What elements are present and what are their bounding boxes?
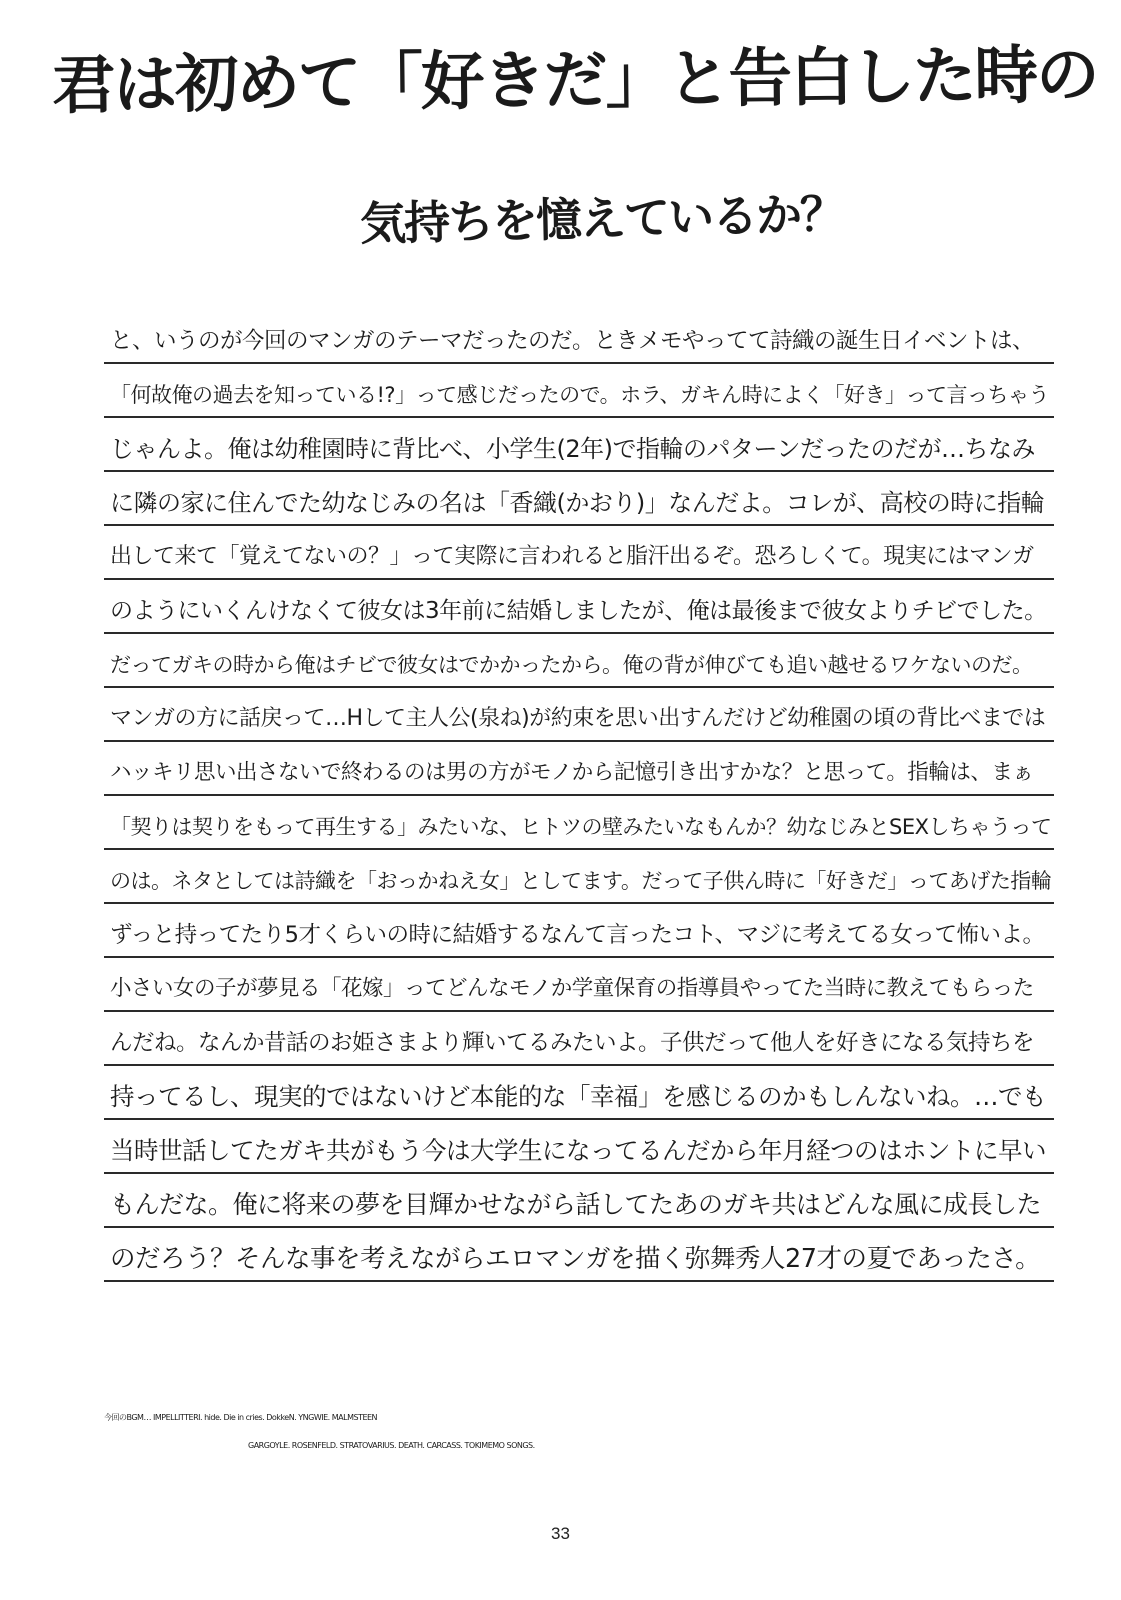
handwritten-body-text (104, 310, 1054, 1282)
text-line: 「何故俺の過去を知っている!?」って感じだったので。ホラ、ガキん時によく「好き」って言っちゃう (104, 364, 1054, 418)
bgm-line-1: 今回のBGM… IMPELLITTERI. hide. Die in cries. DokkeN. YNGWIE. MALMSTEEN (104, 1413, 378, 1422)
text-line: のだろう？そんな事を考えながらエロマンガを描く弥舞秀人27才の夏であったさ。 (104, 1228, 1054, 1282)
text-line: と、いうのが今回のマンガのテーマだったのだ。ときメモやってて詩織の誕生日イベントは、 (104, 310, 1054, 364)
text-line: のようにいくんけなくて彼女は3年前に結婚しましたが、俺は最後まで彼女よりチビでした。 (104, 580, 1054, 634)
text-line: 持ってるし、現実的ではないけど本能的な「幸福」を感じるのかもしんないね。…でも (104, 1066, 1054, 1120)
title-line-1: 君は初めて「好きだ」と告白した時の (51, 37, 1098, 123)
text-line: じゃんよ。俺は幼稚園時に背比べ、小学生(2年)で指輪のパターンだったのだが…ちなみ (104, 418, 1054, 472)
text-line: ハッキリ思い出さないで終わるのは男の方がモノから記憶引き出すかな？と思って。指輪は、まぁ (104, 742, 1054, 796)
title-line-2: 気持ちを憶えているか？ (359, 186, 845, 251)
text-line: ずっと持ってたり5才くらいの時に結婚するなんて言ったコト、マジに考えてる女って怖いよ。 (104, 904, 1054, 958)
text-line: もんだな。俺に将来の夢を目輝かせながら話してたあのガキ共はどんな風に成長した (104, 1174, 1054, 1228)
text-line: のは。ネタとしては詩織を「おっかねえ女」としてます。だって子供ん時に「好きだ」ってあげた指輪 (104, 850, 1054, 904)
text-line: マンガの方に話戻って…Hして主人公(泉ね)が約束を思い出すんだけど幼稚園の頃の背比べまでは (104, 688, 1054, 742)
text-line: 「契りは契りをもって再生する」みたいな、ヒトツの壁みたいなもんか？幼なじみとSEXしちゃうって (104, 796, 1054, 850)
text-line: に隣の家に住んでた幼なじみの名は「香織(かおり)」なんだよ。コレが、高校の時に指輪 (104, 472, 1054, 526)
bgm-line-2: GARGOYLE. ROSENFELD. STRATOVARIUS. DEATH. CARCASS. TOKIMEMO SONGS. (248, 1441, 535, 1450)
text-line: 当時世話してたガキ共がもう今は大学生になってるんだから年月経つのはホントに早い (104, 1120, 1054, 1174)
bgm-list (104, 1404, 1064, 1460)
text-line: 出して来て「覚えてないの？」って実際に言われると脂汗出るぞ。恐ろしくて。現実にはマンガ (104, 526, 1054, 580)
text-line: んだね。なんか昔話のお姫さまより輝いてるみたいよ。子供だって他人を好きになる気持ちを (104, 1012, 1054, 1066)
text-line: だってガキの時から俺はチビで彼女はでかかったから。俺の背が伸びても追い越せるワケないのだ。 (104, 634, 1054, 688)
page-number: 33 (551, 1524, 570, 1543)
text-line: 小さい女の子が夢見る「花嫁」ってどんなモノか学童保育の指導員やってた当時に教えてもらった (104, 958, 1054, 1012)
